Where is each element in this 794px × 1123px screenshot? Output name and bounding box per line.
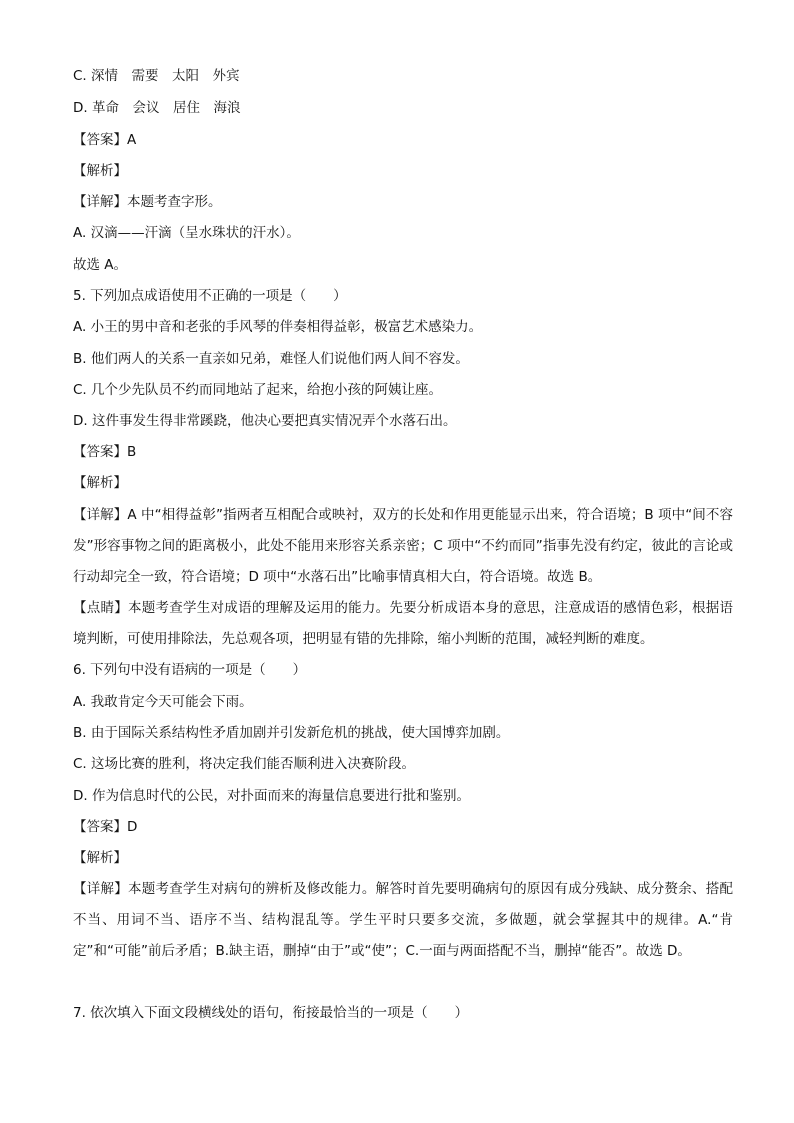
q5-option-c: C. 几个少先队员不约而同地站了起来，给抱小孩的阿姨让座。 — [73, 382, 443, 398]
q4-option-d: D. 革命 会议 居住 海浪 — [73, 100, 241, 116]
q5-option-b: B. 他们两人的关系一直亲如兄弟，难怪人们说他们两人间不容发。 — [73, 351, 469, 367]
q5-option-a: A. 小王的男中音和老张的手风琴的伴奏相得益彰，极富艺术感染力。 — [73, 319, 483, 335]
q6-option-c: C. 这场比赛的胜利，将决定我们能否顺利进入决赛阶段。 — [73, 756, 416, 772]
q5-option-d: D. 这件事发生得非常蹊跷，他决心要把真实情况弄个水落石出。 — [73, 413, 457, 429]
q6-stem: 6. 下列句中没有语病的一项是（ ） — [73, 662, 307, 678]
q4-answer: 【答案】A — [73, 132, 137, 148]
q6-option-d: D. 作为信息时代的公民，对扑面而来的海量信息要进行批和鉴别。 — [73, 788, 470, 804]
q4-option-c: C. 深情 需要 太阳 外宾 — [73, 68, 240, 84]
q5-analysis-label: 【解析】 — [73, 475, 127, 491]
q6-option-b: B. 由于国际关系结构性矛盾加剧并引发新危机的挑战，使大国博弈加剧。 — [73, 725, 510, 741]
q4-detail: 【详解】本题考查字形。 — [73, 194, 222, 210]
q5-answer: 【答案】B — [73, 444, 137, 460]
q5-detail: 【详解】A 中“相得益彰”指两者互相配合或映衬，双方的长处和作用更能显示出来，符合语境；B 项中“间不容发”形容事物之间的距离极小，此处不能用来形容关系亲密；C 项中“不约而同”指事先没有约定，彼此的言论或行动却完全一致，符合语境；D 项中“水落石出”比喻事情真相大白，符合语境。故选 B。 — [73, 507, 733, 585]
q6-option-a: A. 我敢肯定今天可能会下雨。 — [73, 694, 253, 710]
q5-tip: 【点睛】本题考查学生对成语的理解及运用的能力。先要分析成语本身的意思，注意成语的感情色彩，根据语境判断，可使用排除法，先总观各项，把明显有错的先排除，缩小判断的范围，减轻判断的难度。 — [73, 600, 733, 647]
q4-analysis-label: 【解析】 — [73, 163, 127, 179]
q5-stem: 5. 下列加点成语使用不正确的一项是（ ） — [73, 288, 347, 304]
q6-answer: 【答案】D — [73, 819, 138, 835]
q6-analysis-label: 【解析】 — [73, 850, 127, 866]
q7-stem: 7. 依次填入下面文段横线处的语句，衔接最恰当的一项是（ ） — [73, 1005, 469, 1021]
q6-detail: 【详解】本题考查学生对病句的辨析及修改能力。解答时首先要明确病句的原因有成分残缺、成分赘余、搭配不当、用词不当、语序不当、结构混乱等。学生平时只要多交流，多做题，就会掌握其中的规律。A.“肯定”和“可能”前后矛盾；B.缺主语，删掉“由于”或“使”；C.一面与两面搭配不当，删掉“能否”。故选 D。 — [73, 881, 733, 959]
q4-explanation: A. 汉滴——汗滴（呈水珠状的汗水）。 — [73, 225, 300, 241]
q4-conclusion: 故选 A。 — [73, 257, 128, 273]
